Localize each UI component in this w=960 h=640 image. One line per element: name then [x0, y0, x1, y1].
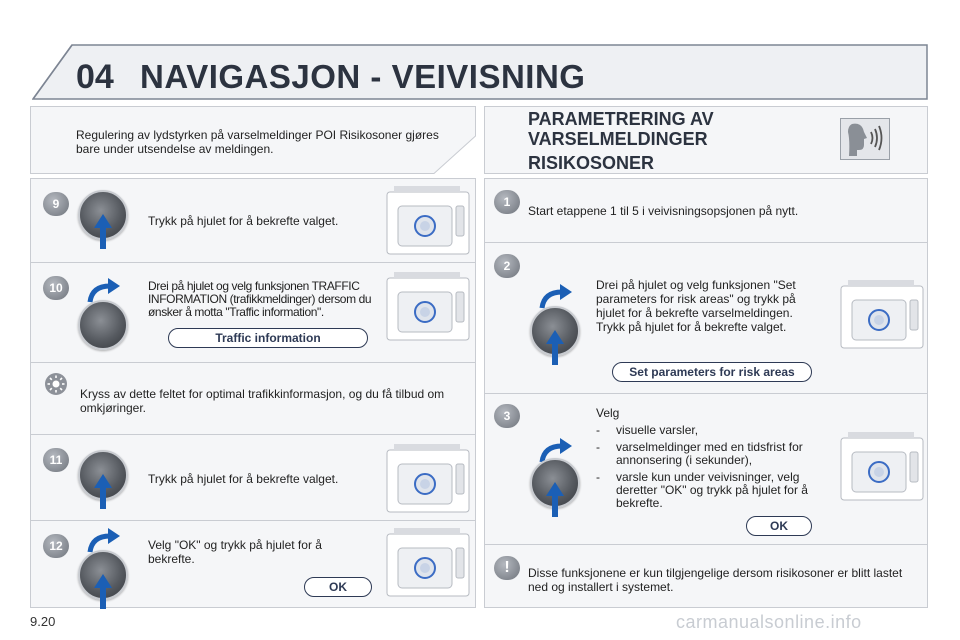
- divider: [30, 520, 476, 521]
- step-badge-11: 11: [43, 448, 69, 472]
- warning-icon: !: [494, 556, 520, 580]
- chapter-number: 04: [76, 58, 114, 96]
- divider: [484, 242, 928, 243]
- ok-pill: OK: [746, 516, 812, 536]
- watermark: carmanualsonline.info: [676, 612, 862, 632]
- step-12-text: Velg "OK" og trykk på hjulet for å bekrefte.: [148, 538, 322, 566]
- option-item: - varselmeldinger med en tidsfrist for annonsering (i sekunder),: [592, 441, 824, 467]
- page-number: 9.20: [30, 614, 56, 629]
- step-2-text: Drei på hjulet og velg funksjonen "Set parameters for risk areas" og trykk på hjulet for å bekrefte varselmeldingen. Trykk på hjulet for å bekrefte valget.: [596, 278, 796, 334]
- control-panel-icon: [386, 184, 470, 256]
- dial-knob-icon: [78, 300, 128, 350]
- press-arrow-stem: [100, 227, 106, 249]
- step-badge-3: 3: [494, 404, 520, 428]
- voice-speaking-icon: [840, 118, 890, 160]
- divider: [30, 362, 476, 363]
- control-panel-icon: [386, 526, 470, 598]
- option-item: - varsle kun under veivisninger, velg deretter "OK" og trykk på hjulet for å bekrefte.: [592, 471, 824, 510]
- step-11-text: Trykk på hjulet for å bekrefte valget.: [148, 472, 339, 486]
- step-1-text: Start etappene 1 til 5 i veivisningsopsjonen på nytt.: [528, 204, 799, 218]
- press-arrow-icon: [546, 330, 564, 344]
- step-10-text: Drei på hjulet og velg funksjonen TRAFFIC INFORMATION (trafikkmeldinger) dersom du ønsker å motta "Traffic information".: [148, 279, 372, 319]
- press-arrow-stem: [552, 343, 558, 365]
- section-title-line1: PARAMETRERING AV: [528, 109, 714, 129]
- step-3-options: [592, 424, 824, 514]
- control-panel-icon: [386, 270, 470, 342]
- press-arrow-icon: [94, 574, 112, 588]
- divider: [30, 434, 476, 435]
- page-title: NAVIGASJON - VEIVISNING: [140, 58, 586, 95]
- control-panel-icon: [386, 442, 470, 514]
- step-badge-10: 10: [43, 276, 69, 300]
- section-title-line2: VARSELMELDINGER: [528, 129, 708, 149]
- step-badge-2: 2: [494, 254, 520, 278]
- control-panel-icon: [840, 278, 924, 350]
- step-badge-9: 9: [43, 192, 69, 216]
- step-3-intro: Velg: [596, 406, 620, 420]
- tip-text: Kryss av dette feltet for optimal trafikkinformasjon, og du få tilbud om omkjøringer.: [80, 387, 445, 415]
- divider: [30, 262, 476, 263]
- step-badge-12: 12: [43, 534, 69, 558]
- set-parameters-pill: Set parameters for risk areas: [612, 362, 812, 382]
- press-arrow-icon: [94, 474, 112, 488]
- press-arrow-stem: [100, 587, 106, 609]
- press-arrow-icon: [94, 214, 112, 228]
- divider: [484, 544, 928, 545]
- press-arrow-stem: [552, 495, 558, 517]
- ok-pill: OK: [304, 577, 372, 597]
- control-panel-icon: [840, 430, 924, 502]
- warning-text: Disse funksjonene er kun tilgjengelige dersom risikosoner er blitt lastet ned og installert i systemet.: [528, 566, 903, 594]
- divider: [484, 393, 928, 394]
- step-badge-1: 1: [494, 190, 520, 214]
- page-header: [32, 44, 928, 100]
- press-arrow-stem: [100, 487, 106, 509]
- option-item: - visuelle varsler,: [592, 424, 824, 437]
- step-9-text: Trykk på hjulet for å bekrefte valget.: [148, 214, 339, 228]
- volume-note: Regulering av lydstyrken på varselmeldinger POI Risikosoner gjøres bare under utsendelse av meldingen.: [76, 128, 439, 156]
- traffic-information-pill: Traffic information: [168, 328, 368, 348]
- tip-sun-icon: [43, 372, 69, 396]
- press-arrow-icon: [546, 482, 564, 496]
- section-title-line3: RISIKOSONER: [528, 153, 655, 173]
